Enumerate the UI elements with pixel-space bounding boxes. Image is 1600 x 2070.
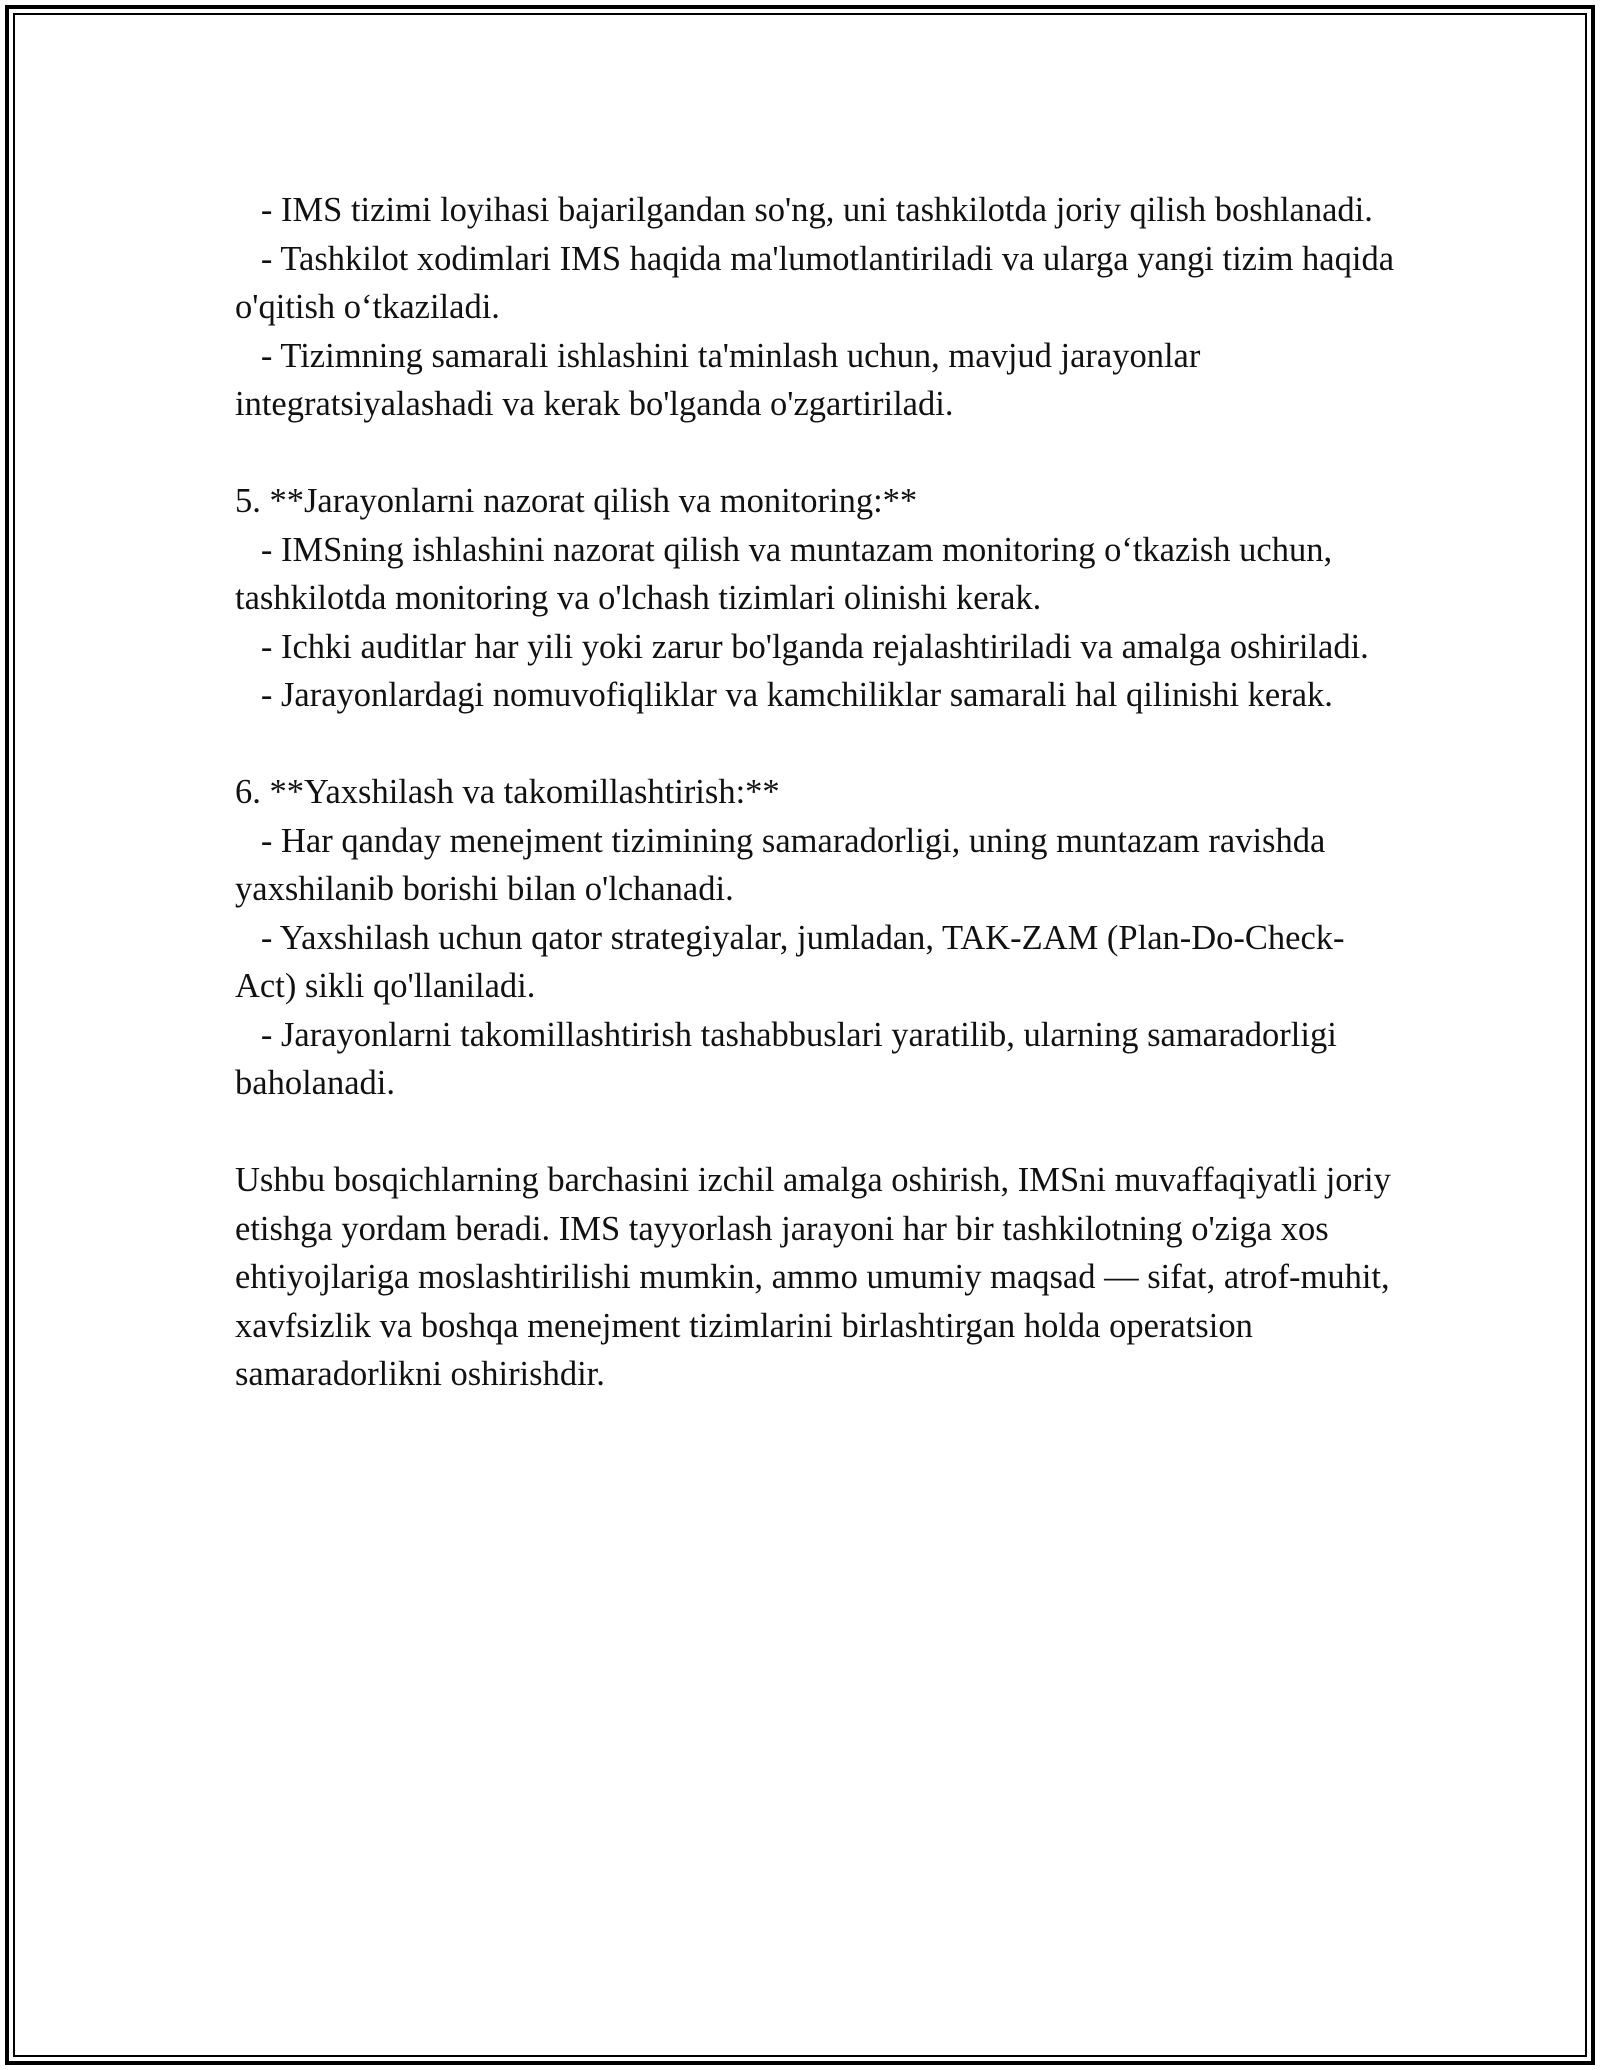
implementation-item-1: - IMS tizimi loyihasi bajarilgandan so'ng, uni tashkilotda joriy qilish boshlanadi. [235,191,1373,229]
document-body [235,186,1403,1399]
section-6-item-1: - Har qanday menejment tizimining samaradorligi, uning muntazam ravishda yaxshilanib borishi bilan o'lchanadi. [235,821,1334,908]
paragraph-gap [235,720,1395,769]
implementation-item-2: - Tashkilot xodimlari IMS haqida ma'lumotlantiriladi va ularga yangi tizim haqida o'qitish o‘tkaziladi. [235,239,1403,326]
implementation-item-3: - Tizimning samarali ishlashini ta'minlash uchun, mavjud jarayonlar integratsiyalashadi va kerak bo'lganda o'zgartiriladi. [235,336,1209,423]
section-6-item-2: - Yaxshilash uchun qator strategiyalar, jumladan, TAK-ZAM (Plan-Do-Check-Act) sikli qo'llaniladi. [235,918,1345,1005]
conclusion-paragraph: Ushbu bosqichlarning barchasini izchil amalga oshirish, IMSni muvaffaqiyatli joriy etishga yordam beradi. IMS tayyorlash jarayoni har bir tashkilotning o'ziga xos ehtiyojlariga moslashtirilishi mumkin, ammo umumiy maqsad — sifat, atrof-muhit, xavfsizlik va boshqa menejment tizimlarini birlashtirgan holda operatsion samaradorlikni oshirishdir. [235,1161,1400,1393]
paragraph-gap [235,1108,1395,1157]
section-6-item-3: - Jarayonlarni takomillashtirish tashabbuslari yaratilib, ularning samaradorligi baholanadi. [235,1015,1346,1102]
section-5-item-2: - Ichki auditlar har yili yoki zarur bo'lganda rejalashtiriladi va amalga oshiriladi. [235,627,1369,666]
section-5-item-3: - Jarayonlardagi nomuvofiqliklar va kamchiliklar samarali hal qilinishi kerak. [235,676,1333,714]
paragraph-gap [235,429,1395,478]
section-5-heading: 5. **Jarayonlarni nazorat qilish va monitoring:** [235,482,918,520]
section-6-heading: 6. **Yaxshilash va takomillashtirish:** [235,773,780,811]
section-5-item-1: - IMSning ishlashini nazorat qilish va muntazam monitoring o‘tkazish uchun, tashkilotda monitoring va o'lchash tizimlari olinishi kerak. [235,530,1341,617]
